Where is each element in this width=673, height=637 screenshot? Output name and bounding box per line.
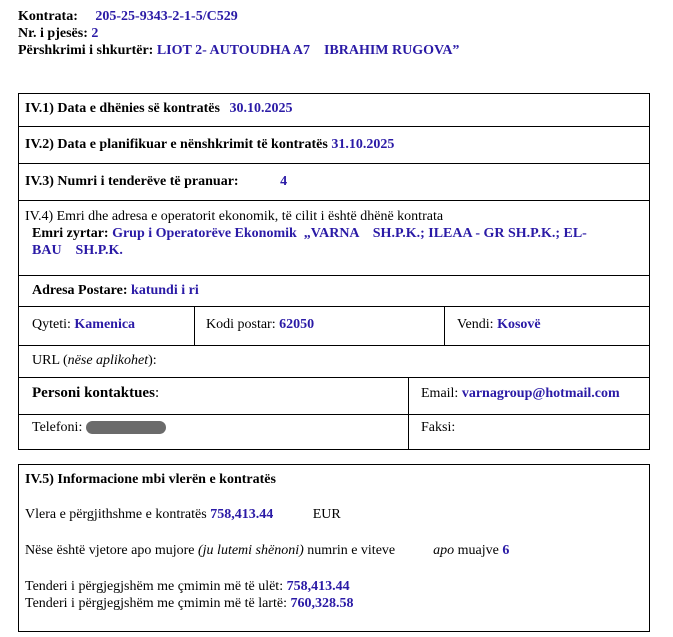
postal-address-row: [32, 282, 199, 299]
tenders-row: [25, 173, 287, 190]
official-name-line2: BAU SH.P.K.: [32, 243, 123, 258]
official-name-label: Emri zyrtar:: [32, 226, 109, 241]
description-value: LIOT 2- AUTOUDHA A7 IBRAHIM RUGOVA”: [156, 43, 460, 58]
phone-cell: [32, 419, 166, 436]
fax-label: Faksi:: [421, 420, 456, 435]
lowest-price-label: Tenderi i përgjegjshëm me çmimin më të ulët:: [25, 579, 284, 594]
redacted-phone: [86, 421, 166, 434]
email-value: varnagroup@hotmail.com: [461, 386, 620, 401]
email-cell: [421, 385, 620, 402]
city-value: Kamenica: [74, 317, 136, 332]
tenders-value: 4: [280, 174, 288, 189]
part-label: Nr. i pjesës:: [18, 26, 88, 41]
highest-price-value: 760,328.58: [290, 596, 354, 611]
contract-value: 205-25-9343-2-1-5/C529: [95, 9, 238, 24]
country-label: Vendi:: [457, 317, 494, 332]
url-label-end: ):: [148, 353, 157, 368]
postal-code-value: 62050: [279, 317, 315, 332]
url-label: URL (: [32, 353, 68, 368]
award-date-value: 30.10.2025: [229, 101, 293, 116]
contract-header: [18, 8, 459, 59]
url-note: nëse aplikohet: [67, 353, 149, 368]
lowest-price-value: 758,413.44: [286, 579, 350, 594]
contract-value-table: [18, 464, 650, 632]
postal-code-cell: [206, 316, 314, 333]
currency: EUR: [312, 507, 341, 522]
duration-row: [25, 542, 509, 559]
phone-label: Telefoni:: [32, 420, 83, 435]
total-value-row: [25, 506, 341, 523]
postal-address-label: Adresa Postare:: [32, 283, 128, 298]
highest-price-label: Tenderi i përgjegjshëm me çmimin më të lartë:: [25, 596, 287, 611]
email-label: Email:: [421, 386, 459, 401]
duration-or: apo: [433, 543, 455, 558]
city-cell: [32, 316, 135, 333]
value-heading-text: IV.5) Informacione mbi vlerën e kontratës: [25, 472, 276, 487]
description-row: [18, 42, 459, 59]
operator-heading: IV.4) Emri dhe adresa e operatorit ekonomik, të cilit i është dhënë kontrata: [25, 209, 444, 224]
duration-value: 6: [502, 543, 510, 558]
contact-person-label: Personi kontaktues: [32, 385, 155, 401]
official-name-line1: Grup i Operatorëve Ekonomik „VARNA SH.P.K.; ILEAA - GR SH.P.K.; EL-: [112, 226, 587, 241]
part-value: 2: [91, 26, 99, 41]
duration-prefix: Nëse është vjetore apo mujore: [25, 543, 198, 558]
lowest-price-row: [25, 578, 350, 595]
contact-person-colon: :: [154, 385, 160, 401]
official-name-continued: [32, 242, 123, 259]
sign-date-label: IV.2) Data e planifikuar e nënshkrimit të kontratës: [25, 137, 328, 152]
value-heading: [25, 471, 276, 488]
url-row: [32, 352, 157, 369]
award-date-row: [25, 100, 292, 117]
description-label: Përshkrimi i shkurtër:: [18, 43, 154, 58]
contract-row: [18, 8, 459, 25]
postal-code-label: Kodi postar:: [206, 317, 276, 332]
highest-price-row: [25, 595, 353, 612]
duration-suffix: muajve: [454, 543, 499, 558]
postal-address-value: katundi i ri: [131, 283, 199, 298]
award-date-label: IV.1) Data e dhënies së kontratës: [25, 101, 220, 116]
duration-mid: numrin e viteve: [303, 543, 396, 558]
total-value: 758,413.44: [210, 507, 274, 522]
tenders-label: IV.3) Numri i tenderëve të pranuar:: [25, 174, 239, 189]
part-row: [18, 25, 459, 42]
duration-note: (ju lutemi shënoni): [198, 543, 304, 558]
official-name-row: [32, 225, 587, 242]
country-value: Kosovë: [497, 317, 541, 332]
contact-person-row: [32, 385, 159, 402]
fax-cell: [421, 419, 455, 436]
contract-label: Kontrata:: [18, 9, 78, 24]
sign-date-row: [25, 136, 394, 153]
city-label: Qyteti:: [32, 317, 71, 332]
country-cell: [457, 316, 541, 333]
contract-details-table: [18, 93, 650, 450]
total-value-label: Vlera e përgjithshme e kontratës: [25, 507, 207, 522]
sign-date-value: 31.10.2025: [331, 137, 395, 152]
